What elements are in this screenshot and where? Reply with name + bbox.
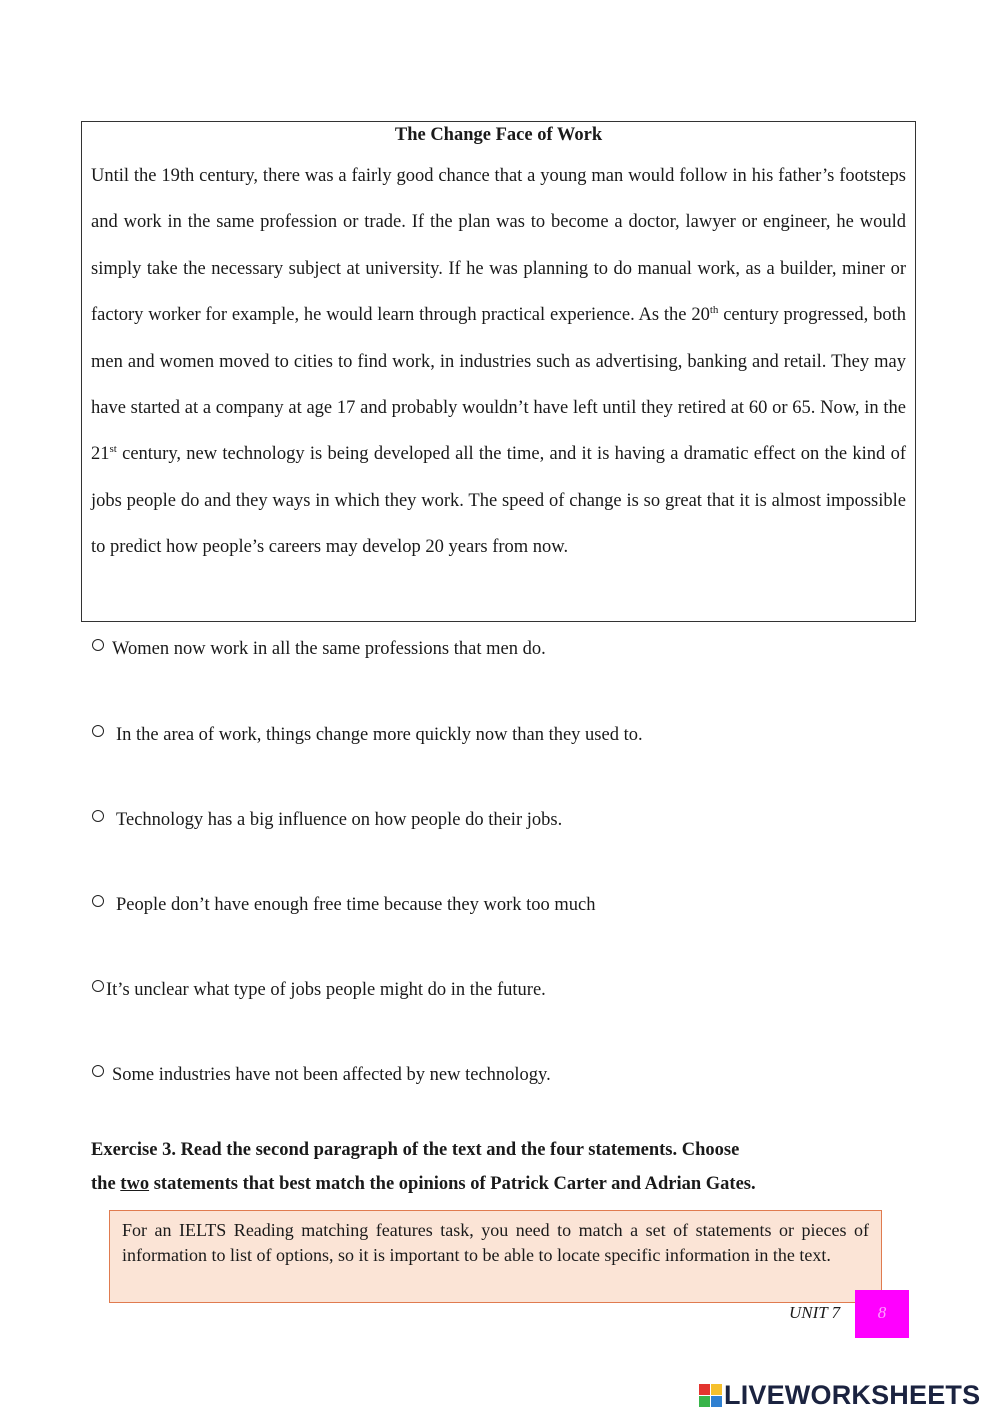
radio-circle-icon[interactable] <box>92 980 104 992</box>
statement-option-3[interactable] <box>92 810 562 831</box>
logo-square-blue <box>711 1396 722 1407</box>
passage-text-part-2: century progressed, both men and women moved to cities to find work, in industries such as advertising, banking and retail. They may have started at a company at age 17 and probably wouldn’t have left until they retired at 60 or 65. Now, in the 21 <box>91 305 906 465</box>
radio-circle-icon[interactable] <box>92 725 104 737</box>
statement-text: It’s unclear what type of jobs people might do in the future. <box>106 980 546 1000</box>
radio-circle-icon[interactable] <box>92 639 104 651</box>
radio-circle-icon[interactable] <box>92 895 104 907</box>
logo-square-red <box>699 1384 710 1395</box>
statement-option-4[interactable] <box>92 895 595 916</box>
reading-passage-box <box>81 121 916 622</box>
emphasis-two: two <box>120 1174 150 1194</box>
exercise-line-1: Exercise 3. Read the second paragraph of the text and the four statements. Choose <box>91 1140 740 1160</box>
radio-circle-icon[interactable] <box>92 1065 104 1077</box>
superscript-st: st <box>109 443 117 456</box>
logo-square-yellow <box>711 1384 722 1395</box>
statement-text: Women now work in all the same professions that men do. <box>112 639 546 659</box>
exercise-line-2 <box>91 1167 871 1201</box>
statement-option-2[interactable] <box>92 725 643 746</box>
logo-square-green <box>699 1396 710 1407</box>
statement-text: Some industries have not been affected by new technology. <box>112 1065 551 1085</box>
radio-circle-icon[interactable] <box>92 810 104 822</box>
exercise-instructions <box>91 1133 871 1201</box>
tip-box: For an IELTS Reading matching features task, you need to match a set of statements or pieces of information to list of options, so it is important to be able to locate specific information in the text. <box>109 1210 882 1303</box>
passage-text-part-1: Until the 19th century, there was a fairly good chance that a young man would follow in his father’s footsteps and work in the same profession or trade. If the plan was to become a doctor, lawyer or engineer, he would simply take the necessary subject at university. If he was planning to do manual work, as a builder, miner or factory worker for example, he would learn through practical experience. As the 20 <box>91 166 906 326</box>
statement-option-5[interactable] <box>92 980 546 1001</box>
logo-text: LIVEWORKSHEETS <box>724 1379 981 1410</box>
liveworksheets-logo <box>699 1378 980 1412</box>
exercise-line-2-end: statements that best match the opinions of Patrick Carter and Adrian Gates. <box>149 1174 756 1194</box>
superscript-th: th <box>709 304 719 317</box>
unit-label: UNIT 7 <box>789 1303 841 1322</box>
exercise-line-2-start: the <box>91 1174 121 1194</box>
statement-text: Technology has a big influence on how people do their jobs. <box>116 810 563 830</box>
passage-title: The Change Face of Work <box>394 125 603 145</box>
statement-text: People don’t have enough free time because they work too much <box>116 895 596 915</box>
statement-option-1[interactable] <box>92 639 546 660</box>
statement-text: In the area of work, things change more quickly now than they used to. <box>116 725 643 745</box>
page-number-badge: 8 <box>855 1290 909 1338</box>
logo-mark-icon <box>699 1384 722 1407</box>
passage-text <box>91 153 906 571</box>
statement-option-6[interactable] <box>92 1065 551 1086</box>
passage-text-part-3: century, new technology is being developed all the time, and it is having a dramatic effect on the kind of jobs people do and they ways in which they work. The speed of change is so great that it is almost impossible to predict how people’s careers may develop 20 years from now. <box>91 444 906 558</box>
